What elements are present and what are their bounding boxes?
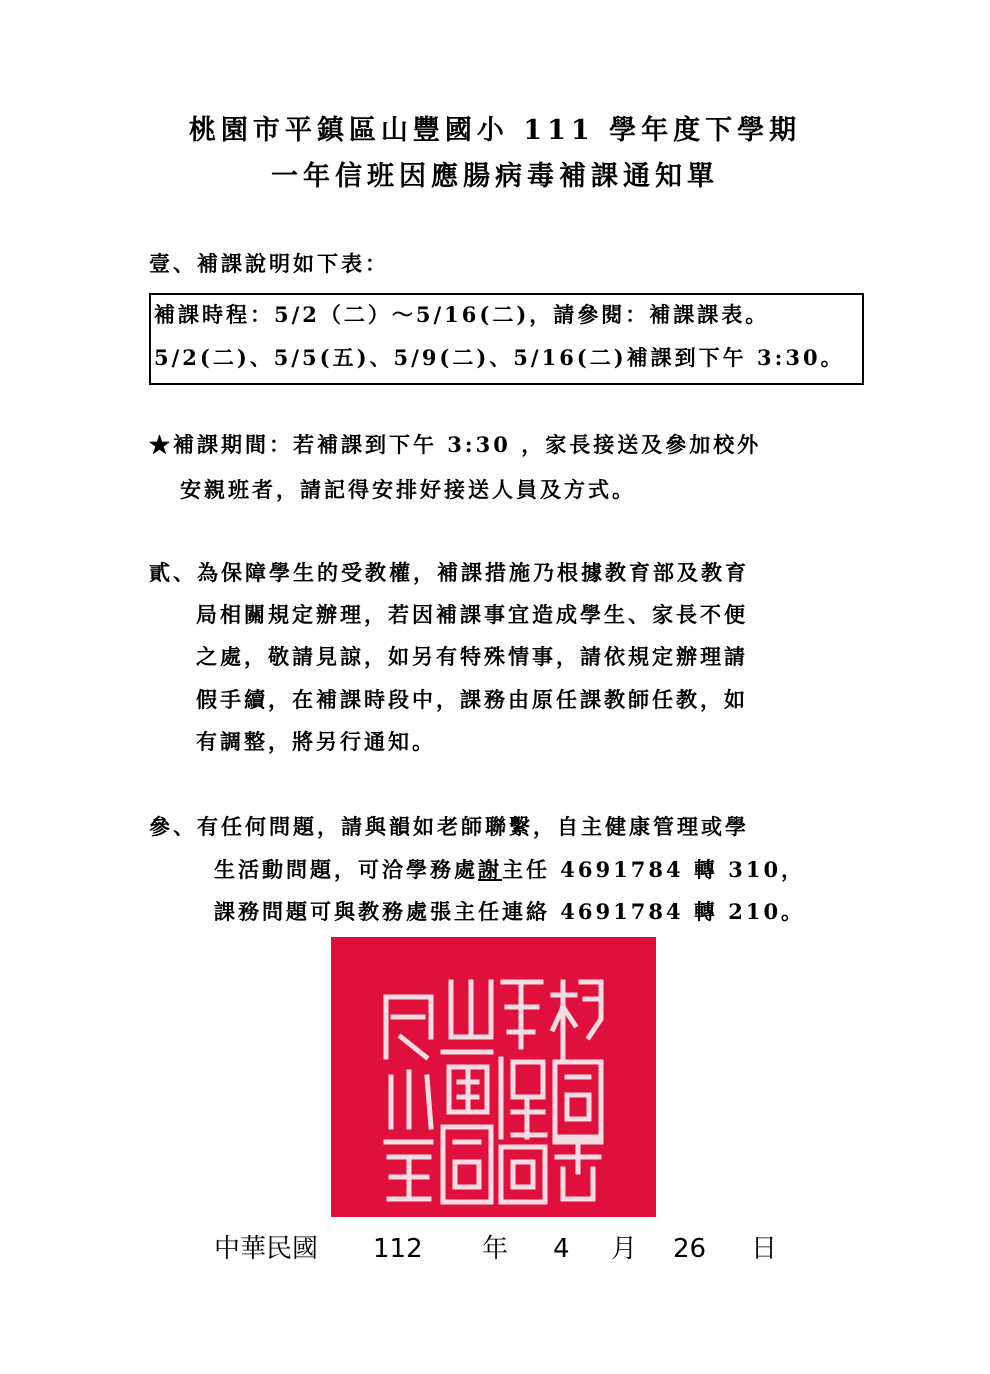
date-year: 112: [373, 1234, 423, 1264]
notice-line-2: 安親班者，請記得安排好接送人員及方式。: [180, 477, 636, 502]
schedule-line-1: 補課時程：5/2（二）～5/16(二)，請參閱：補課課表。: [154, 302, 770, 327]
title-line-1: 桃園市平鎮區山豐國小 111 學年度下學期: [188, 115, 802, 146]
schedule-line-2: 5/2(二)、5/5(五)、5/9(二)、5/16(二)補課到下午 3:30。: [154, 345, 845, 370]
date-year-unit: 年: [482, 1234, 509, 1264]
section3-line-3: 課務問題可與教務處張主任連絡 4691784 轉 210。: [214, 899, 806, 924]
underlined-surname: 謝: [478, 857, 502, 882]
school-seal: [331, 937, 656, 1217]
section3-line-2-post: 主任 4691784 轉 310，: [502, 857, 806, 882]
section1-heading: 壹、補課說明如下表：: [149, 251, 389, 276]
seal-glyphs: [331, 937, 656, 1217]
section3-line-2-pre: 生活動問題，可洽學務處: [214, 857, 478, 882]
section2-line: 之處，敬請見諒，如另有特殊情事，請依規定辦理請: [196, 644, 748, 669]
date-day-unit: 日: [751, 1234, 778, 1264]
section3-line-2: [214, 856, 805, 884]
notice-line-1: ★補課期間：若補課到下午 3:30 ，家長接送及參加校外: [149, 432, 762, 457]
section2-line: 局相關規定辦理，若因補課事宜造成學生、家長不便: [196, 602, 748, 627]
date-day: 26: [673, 1234, 707, 1264]
title-line-2: 一年信班因應腸病毒補課通知單: [271, 161, 719, 192]
section2-line: 有調整，將另行通知。: [196, 729, 436, 754]
section3-line-1: 參、有任何問題，請與韻如老師聯繫，自主健康管理或學: [149, 814, 749, 839]
section2-line: 假手續，在補課時段中，課務由原任課教師任教，如: [196, 687, 748, 712]
schedule-box: [149, 293, 864, 385]
date-month-unit: 月: [611, 1234, 638, 1264]
date-era: 中華民國: [214, 1234, 319, 1264]
section2-line: 貳、為保障學生的受教權，補課措施乃根據教育部及教育: [149, 560, 749, 585]
date-month: 4: [553, 1234, 570, 1264]
